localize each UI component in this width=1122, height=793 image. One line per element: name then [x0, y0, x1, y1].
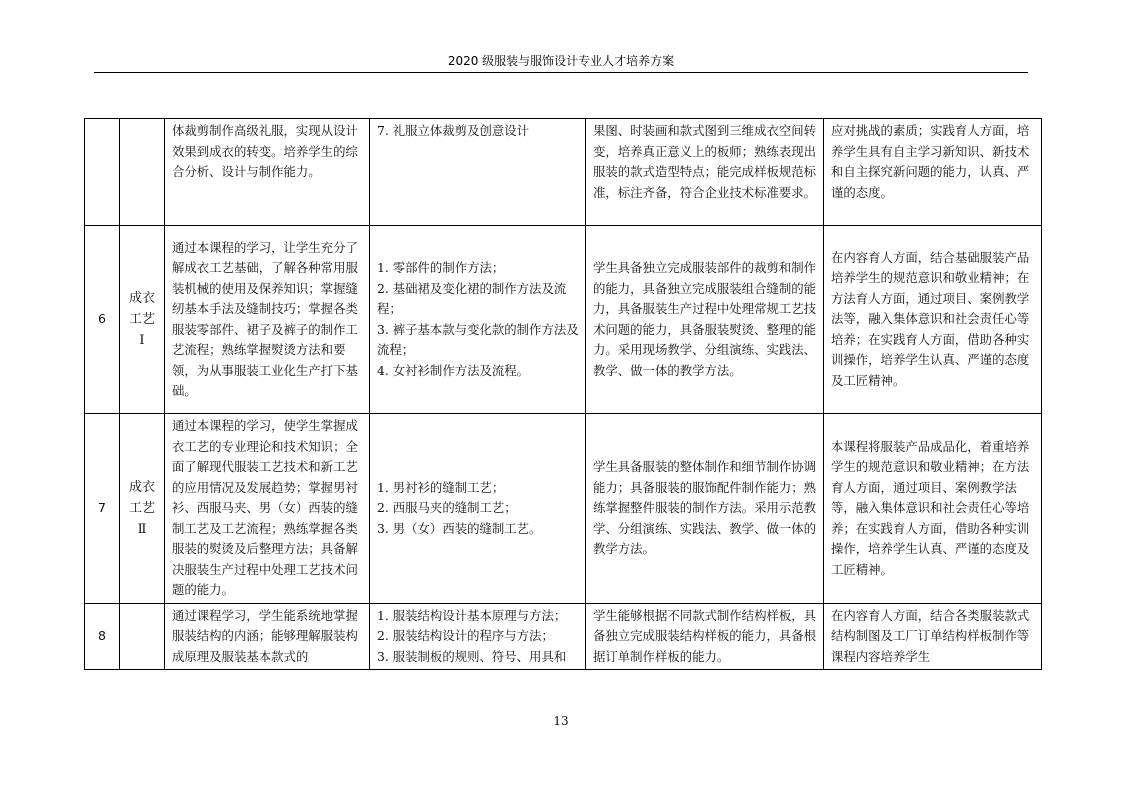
- course-goal-text: 通过课程学习，学生能系统地掌握服装结构的内涵；能够理解服装构成原理及服装基本款式的: [172, 607, 358, 664]
- course-goal-text: 通过本课程的学习，让学生充分了解成衣工艺基础，了解各种常用服装机械的使用及保养知识；掌握缝纫基本手法及缝制技巧；掌握各类服装零部件、裙子及裤子的制作工艺流程；熟练掌握熨烫方法和要领，为从事服装工业化生产打下基础。: [172, 239, 358, 398]
- course-goal-text: 通过本课程的学习，使学生掌握成衣工艺的专业理论和技术知识；全面了解现代服装工艺技术和新工艺的应用情况及发展趋势；掌握男衬衫、西服马夹、男（女）西装的缝制工艺及工艺流程；熟练掌握各类服装的熨烫及后整理方法；具备解决服装生产过程中处理工艺技术问题的能力。: [172, 418, 358, 597]
- ideology-text: 应对挑战的素质；实践育人方面，培养学生具有自主学习新知识、新技术和自主探究新问题的能力，认真、严谨的态度。: [831, 123, 1030, 200]
- course-goal-text: 体裁剪制作高级礼服，实现从设计效果到成衣的转变。培养学生的综合分析、设计与制作能力。: [172, 123, 358, 179]
- content-item: 1. 男衬衫的缝制工艺；: [377, 479, 505, 495]
- course-name-line: 工艺: [128, 312, 155, 327]
- ability-text: 果图、时装画和款式图到三维成衣空间转变，培养真正意义上的板师；熟练表现出服装的款式造型特点；能完成样板规范标准，标注齐备，符合企业技术标准要求。: [593, 123, 817, 200]
- ability-cell: [586, 414, 824, 604]
- page-number: 13: [553, 714, 569, 728]
- course-content-cell: [370, 226, 586, 414]
- row-number-cell: [85, 119, 120, 226]
- row-number-cell: 6: [85, 226, 120, 414]
- row-number-cell: 8: [85, 603, 120, 670]
- course-name-line: 成衣: [128, 479, 155, 495]
- content-item: 3. 服装制板的规则、符号、用具和: [377, 648, 567, 664]
- ideology-cell: [824, 226, 1042, 414]
- content-item: 1. 零部件的制作方法；: [377, 260, 505, 275]
- course-name-cell: [120, 414, 165, 604]
- course-name-line: 工艺: [128, 500, 155, 516]
- ideology-cell: [824, 603, 1042, 670]
- content-item: 3. 男（女）西装的缝制工艺。: [377, 520, 542, 536]
- course-goal-cell: [165, 414, 370, 604]
- content-item: 2. 基础裙及变化裙的制作方法及流程；: [377, 280, 567, 316]
- page-header-title: 2020 级服装与服饰设计专业人才培养方案: [447, 54, 675, 68]
- row-number-cell: 7: [85, 414, 120, 604]
- course-name-line: Ⅱ: [137, 521, 147, 537]
- ideology-cell: [824, 414, 1042, 604]
- content-item: 1. 服装结构设计基本原理与方法；: [377, 607, 567, 623]
- ability-cell: [586, 603, 824, 670]
- course-content-cell: [370, 414, 586, 604]
- ability-text: 学生能够根据不同款式制作结构样板，具备独立完成服装结构样板的能力，具备根据订单制作样板的能力。: [593, 607, 817, 664]
- ability-cell: [586, 119, 824, 226]
- curriculum-table: [84, 118, 1042, 670]
- course-name-cell: [120, 119, 165, 226]
- ability-cell: [586, 226, 824, 414]
- course-name-line: Ⅰ: [139, 333, 145, 348]
- course-goal-cell: [165, 226, 370, 414]
- content-item: 3. 裤子基本款与变化款的制作方法及流程；: [377, 321, 579, 357]
- content-item: 2. 西服马夹的缝制工艺；: [377, 500, 517, 515]
- table-row: [85, 603, 1042, 670]
- course-name-cell: [120, 603, 165, 670]
- course-content-cell: [370, 603, 586, 670]
- table-row: [85, 226, 1042, 414]
- course-name-line: 成衣: [128, 291, 155, 306]
- ideology-cell: [824, 119, 1042, 226]
- content-item: 4. 女衬衫制作方法及流程。: [377, 362, 530, 378]
- course-content-cell: [370, 119, 586, 226]
- ability-text: 学生具备独立完成服装部件的裁剪和制作的能力，具备独立完成服装组合缝制的能力，具备服装生产过程中处理常规工艺技术问题的能力，具备服装熨烫、整理的能力。采用现场教学、分组演练、实践法、教学、做一体的教学方法。: [593, 260, 817, 378]
- ideology-text: 在内容育人方面，结合各类服装款式结构制图及工厂订单结构样板制作等课程内容培养学生: [831, 607, 1030, 664]
- header-rule: [94, 72, 1028, 73]
- course-name-cell: [120, 226, 165, 414]
- ideology-text: 在内容育人方面，结合基础服装产品培养学生的规范意识和敬业精神；在方法育人方面，通过项目、案例教学法等，融入集体意识和社会责任心等培养；在实践育人方面，借助各种实训操作，培养学生认真、严谨的态度及工匠精神。: [831, 249, 1030, 388]
- content-item: 7. 礼服立体裁剪及创意设计: [377, 123, 530, 138]
- course-goal-cell: [165, 603, 370, 670]
- table-row: [85, 414, 1042, 604]
- content-item: 2. 服装结构设计的程序与方法；: [377, 628, 554, 643]
- table-row: [85, 119, 1042, 226]
- ideology-text: 本课程将服装产品成品化，着重培养学生的规范意识和敬业精神；在方法育人方面，通过项目、案例教学法等，融入集体意识和社会责任心等培养；在实践育人方面，借助各种实训操作，培养学生认真、严谨的态度及工匠精神。: [831, 438, 1030, 577]
- ability-text: 学生具备服装的整体制作和细节制作协调能力；具备服装的服饰配件制作能力；熟练掌握整件服装的制作方法。采用示范教学、分组演练、实践法、教学、做一体的教学方法。: [593, 459, 817, 556]
- course-goal-cell: [165, 119, 370, 226]
